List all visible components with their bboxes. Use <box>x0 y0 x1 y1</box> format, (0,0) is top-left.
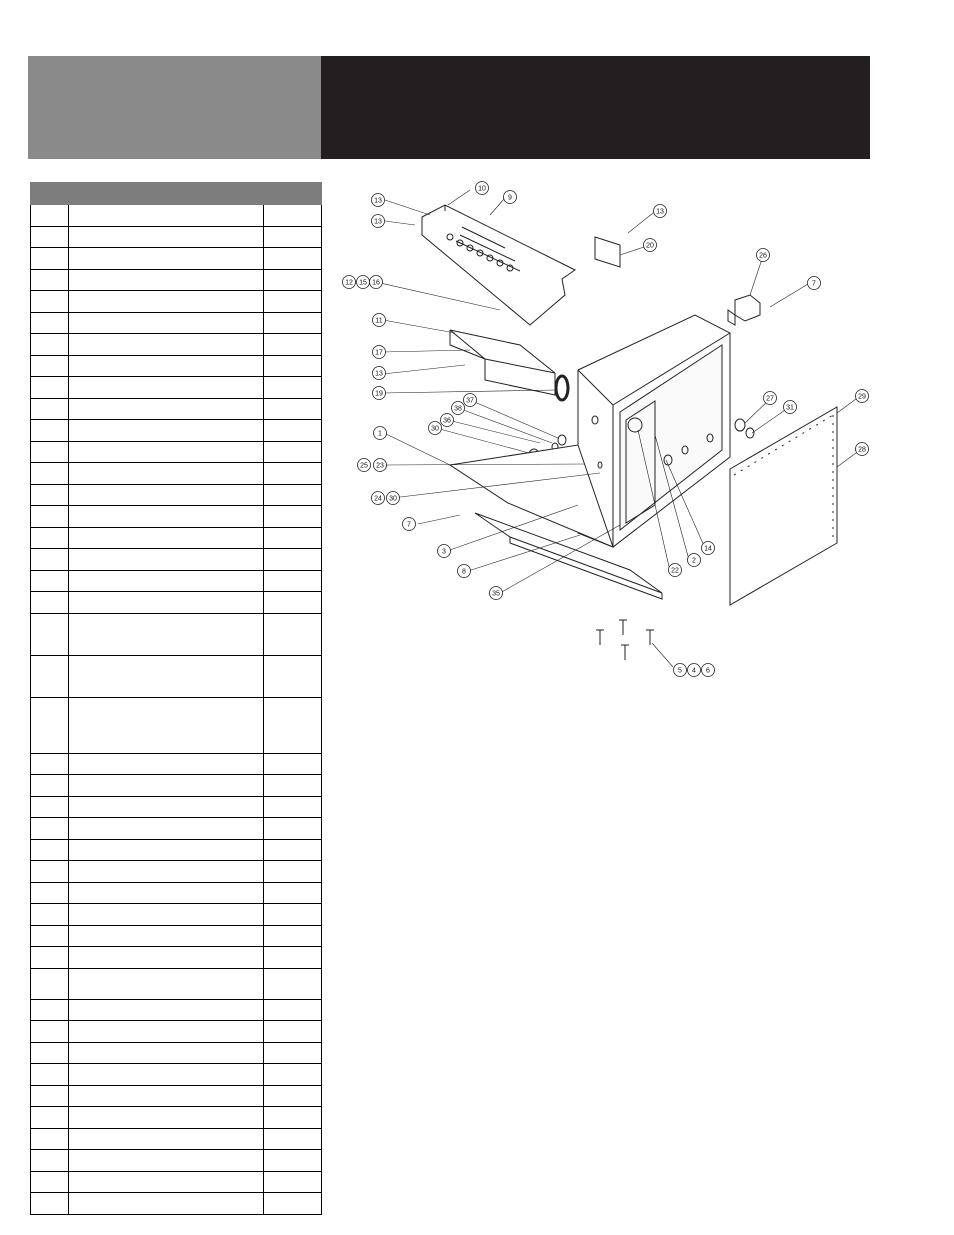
callout-number: 13 <box>375 370 383 378</box>
table-cell <box>69 882 264 904</box>
callout-number: 8 <box>462 568 466 576</box>
table-cell <box>69 818 264 840</box>
table-cell <box>69 947 264 969</box>
callout-number: 10 <box>478 185 486 193</box>
table-cell <box>264 1128 322 1150</box>
table-cell <box>264 527 322 549</box>
table-cell <box>69 613 264 655</box>
callout-number: 16 <box>372 279 380 287</box>
table-cell <box>69 796 264 818</box>
table-row <box>31 291 322 313</box>
table-cell <box>31 291 69 313</box>
table-cell <box>31 999 69 1021</box>
callout-number: 38 <box>454 405 462 413</box>
table-row <box>31 925 322 947</box>
callout-number: 30 <box>389 495 397 503</box>
callout-number: 26 <box>759 252 767 260</box>
table-cell <box>264 312 322 334</box>
callout-number: 30 <box>431 425 439 433</box>
table-row <box>31 1042 322 1064</box>
table-cell <box>264 1150 322 1172</box>
table-cell <box>31 334 69 356</box>
table-row <box>31 334 322 356</box>
table-cell <box>31 613 69 655</box>
table-cell <box>264 1085 322 1107</box>
table-cell <box>264 248 322 270</box>
table-cell <box>69 968 264 999</box>
table-row <box>31 527 322 549</box>
table-cell <box>69 1085 264 1107</box>
callout-number: 5 <box>678 667 682 675</box>
table-cell <box>69 1150 264 1172</box>
table-cell <box>264 1021 322 1043</box>
table-row <box>31 839 322 861</box>
table-cell <box>31 904 69 926</box>
table-row <box>31 570 322 592</box>
table-cell <box>264 377 322 399</box>
table-cell <box>264 613 322 655</box>
table-cell <box>31 441 69 463</box>
callout-number: 13 <box>656 208 664 216</box>
table-cell <box>69 904 264 926</box>
table-cell <box>264 818 322 840</box>
table-row <box>31 226 322 248</box>
callout-number: 4 <box>692 667 696 675</box>
callout-number: 28 <box>858 446 866 454</box>
callout-number: 3 <box>442 548 446 556</box>
callout-number: 1 <box>378 430 382 438</box>
table-cell <box>69 592 264 614</box>
callout-number: 7 <box>812 280 816 288</box>
table-cell <box>31 1085 69 1107</box>
table-cell <box>264 226 322 248</box>
table-cell <box>31 205 69 227</box>
table-cell <box>69 549 264 571</box>
table-cell <box>264 796 322 818</box>
table-cell <box>264 291 322 313</box>
callout-number: 22 <box>671 567 679 575</box>
callout-number: 23 <box>376 462 384 470</box>
table-cell <box>69 775 264 797</box>
table-cell <box>69 463 264 485</box>
table-cell <box>31 1064 69 1086</box>
table-row <box>31 484 322 506</box>
table-cell <box>31 592 69 614</box>
table-cell <box>69 312 264 334</box>
callout-number: 37 <box>466 397 474 405</box>
table-row <box>31 248 322 270</box>
table-cell <box>69 506 264 528</box>
table-row <box>31 269 322 291</box>
table-cell <box>69 291 264 313</box>
table-row <box>31 463 322 485</box>
callout-number: 25 <box>360 462 368 470</box>
table-row <box>31 377 322 399</box>
table-cell <box>31 861 69 883</box>
table-row <box>31 1064 322 1086</box>
table-cell <box>69 753 264 775</box>
table-cell <box>264 205 322 227</box>
callout-number: 24 <box>374 495 382 503</box>
table-cell <box>69 527 264 549</box>
table-row <box>31 312 322 334</box>
table-row <box>31 355 322 377</box>
table-cell <box>264 655 322 697</box>
table-row <box>31 947 322 969</box>
table-cell <box>31 1150 69 1172</box>
table-cell <box>31 753 69 775</box>
table-cell <box>31 226 69 248</box>
table-header-row <box>31 183 322 205</box>
table-cell <box>69 420 264 442</box>
table-cell <box>69 1107 264 1129</box>
table-cell <box>264 904 322 926</box>
callout-number: 17 <box>375 349 383 357</box>
table-cell <box>31 925 69 947</box>
table-cell <box>31 839 69 861</box>
table-cell <box>31 355 69 377</box>
callout-number: 2 <box>692 557 696 565</box>
callout-number: 9 <box>508 194 512 202</box>
table-cell <box>264 1107 322 1129</box>
table-cell <box>264 484 322 506</box>
table-row <box>31 1085 322 1107</box>
table-cell <box>264 882 322 904</box>
table-cell <box>69 269 264 291</box>
table-cell <box>264 697 322 753</box>
table-row <box>31 205 322 227</box>
table-row <box>31 655 322 697</box>
table-cell <box>69 226 264 248</box>
table-cell <box>31 398 69 420</box>
table-cell <box>69 925 264 947</box>
table-row <box>31 1150 322 1172</box>
table-cell <box>31 1107 69 1129</box>
table-cell <box>31 655 69 697</box>
table-cell <box>31 1128 69 1150</box>
table-cell <box>264 753 322 775</box>
table-cell <box>69 1021 264 1043</box>
table-cell <box>69 570 264 592</box>
table-cell <box>31 484 69 506</box>
callout-number: 6 <box>706 667 710 675</box>
table-cell <box>264 775 322 797</box>
table-cell <box>31 1021 69 1043</box>
table-row <box>31 796 322 818</box>
table-row <box>31 1107 322 1129</box>
table-cell <box>264 570 322 592</box>
callout-number: 13 <box>374 197 382 205</box>
table-cell <box>69 999 264 1021</box>
table-cell <box>31 1042 69 1064</box>
table-cell <box>69 205 264 227</box>
table-cell <box>69 861 264 883</box>
callout-number: 20 <box>646 242 654 250</box>
callout-number: 15 <box>359 279 367 287</box>
table-cell <box>31 420 69 442</box>
callout-number: 12 <box>345 279 353 287</box>
table-cell <box>31 506 69 528</box>
table-cell <box>31 463 69 485</box>
header-gray-panel <box>28 56 321 159</box>
table-row <box>31 753 322 775</box>
callout-number: 31 <box>786 404 794 412</box>
table-row <box>31 1171 322 1193</box>
table-row <box>31 398 322 420</box>
callout-number: 13 <box>374 218 382 226</box>
table-cell <box>69 1064 264 1086</box>
table-cell <box>69 248 264 270</box>
table-row <box>31 968 322 999</box>
table-cell <box>69 441 264 463</box>
table-cell <box>69 1171 264 1193</box>
table-cell <box>264 968 322 999</box>
callout-number: 35 <box>492 590 500 598</box>
table-row <box>31 506 322 528</box>
table-cell <box>264 355 322 377</box>
callout-number: 7 <box>407 521 411 529</box>
table-cell <box>31 570 69 592</box>
table-row <box>31 999 322 1021</box>
table-row <box>31 613 322 655</box>
table-cell <box>69 484 264 506</box>
table-cell <box>31 1171 69 1193</box>
table-cell <box>264 1171 322 1193</box>
table-cell <box>264 861 322 883</box>
table-cell <box>31 818 69 840</box>
table-cell <box>31 527 69 549</box>
table-cell <box>31 377 69 399</box>
table-cell <box>69 655 264 697</box>
table-cell <box>69 1128 264 1150</box>
table-cell <box>31 549 69 571</box>
table-row <box>31 882 322 904</box>
table-row <box>31 549 322 571</box>
table-cell <box>264 549 322 571</box>
table-cell <box>264 398 322 420</box>
callout-number: 11 <box>375 317 383 325</box>
table-cell <box>31 697 69 753</box>
table-cell <box>31 775 69 797</box>
table-row <box>31 1021 322 1043</box>
table-cell <box>264 506 322 528</box>
table-row <box>31 697 322 753</box>
table-cell <box>69 398 264 420</box>
table-row <box>31 861 322 883</box>
table-cell <box>264 420 322 442</box>
callout-number: 27 <box>766 395 774 403</box>
table-cell <box>264 463 322 485</box>
table-cell <box>264 947 322 969</box>
table-cell <box>31 968 69 999</box>
table-cell <box>264 999 322 1021</box>
table-cell <box>69 697 264 753</box>
table-row <box>31 420 322 442</box>
table-cell <box>31 248 69 270</box>
table-cell <box>69 1042 264 1064</box>
table-cell <box>264 441 322 463</box>
table-cell <box>69 1193 264 1215</box>
table-row <box>31 1128 322 1150</box>
table-row <box>31 441 322 463</box>
callout-number: 29 <box>858 393 866 401</box>
parts-list-table <box>30 182 322 1215</box>
table-cell <box>31 1193 69 1215</box>
table-row <box>31 1193 322 1215</box>
callout-number: 19 <box>375 390 383 398</box>
table-cell <box>31 882 69 904</box>
table-row <box>31 818 322 840</box>
table-cell <box>264 925 322 947</box>
table-cell <box>264 334 322 356</box>
table-cell <box>264 1042 322 1064</box>
exploded-parts-diagram <box>330 175 890 685</box>
table-cell <box>264 592 322 614</box>
table-cell <box>31 269 69 291</box>
table-cell <box>31 312 69 334</box>
table-row <box>31 592 322 614</box>
callout-number: 36 <box>443 417 451 425</box>
table-cell <box>264 269 322 291</box>
table-cell <box>69 334 264 356</box>
table-cell <box>264 1064 322 1086</box>
table-cell <box>69 377 264 399</box>
table-cell <box>31 947 69 969</box>
callout-number: 14 <box>704 545 712 553</box>
table-cell <box>264 1193 322 1215</box>
table-row <box>31 775 322 797</box>
header-dark-panel <box>321 56 870 159</box>
table-cell <box>69 839 264 861</box>
table-cell <box>264 839 322 861</box>
table-cell <box>31 796 69 818</box>
table-cell <box>69 355 264 377</box>
table-row <box>31 904 322 926</box>
